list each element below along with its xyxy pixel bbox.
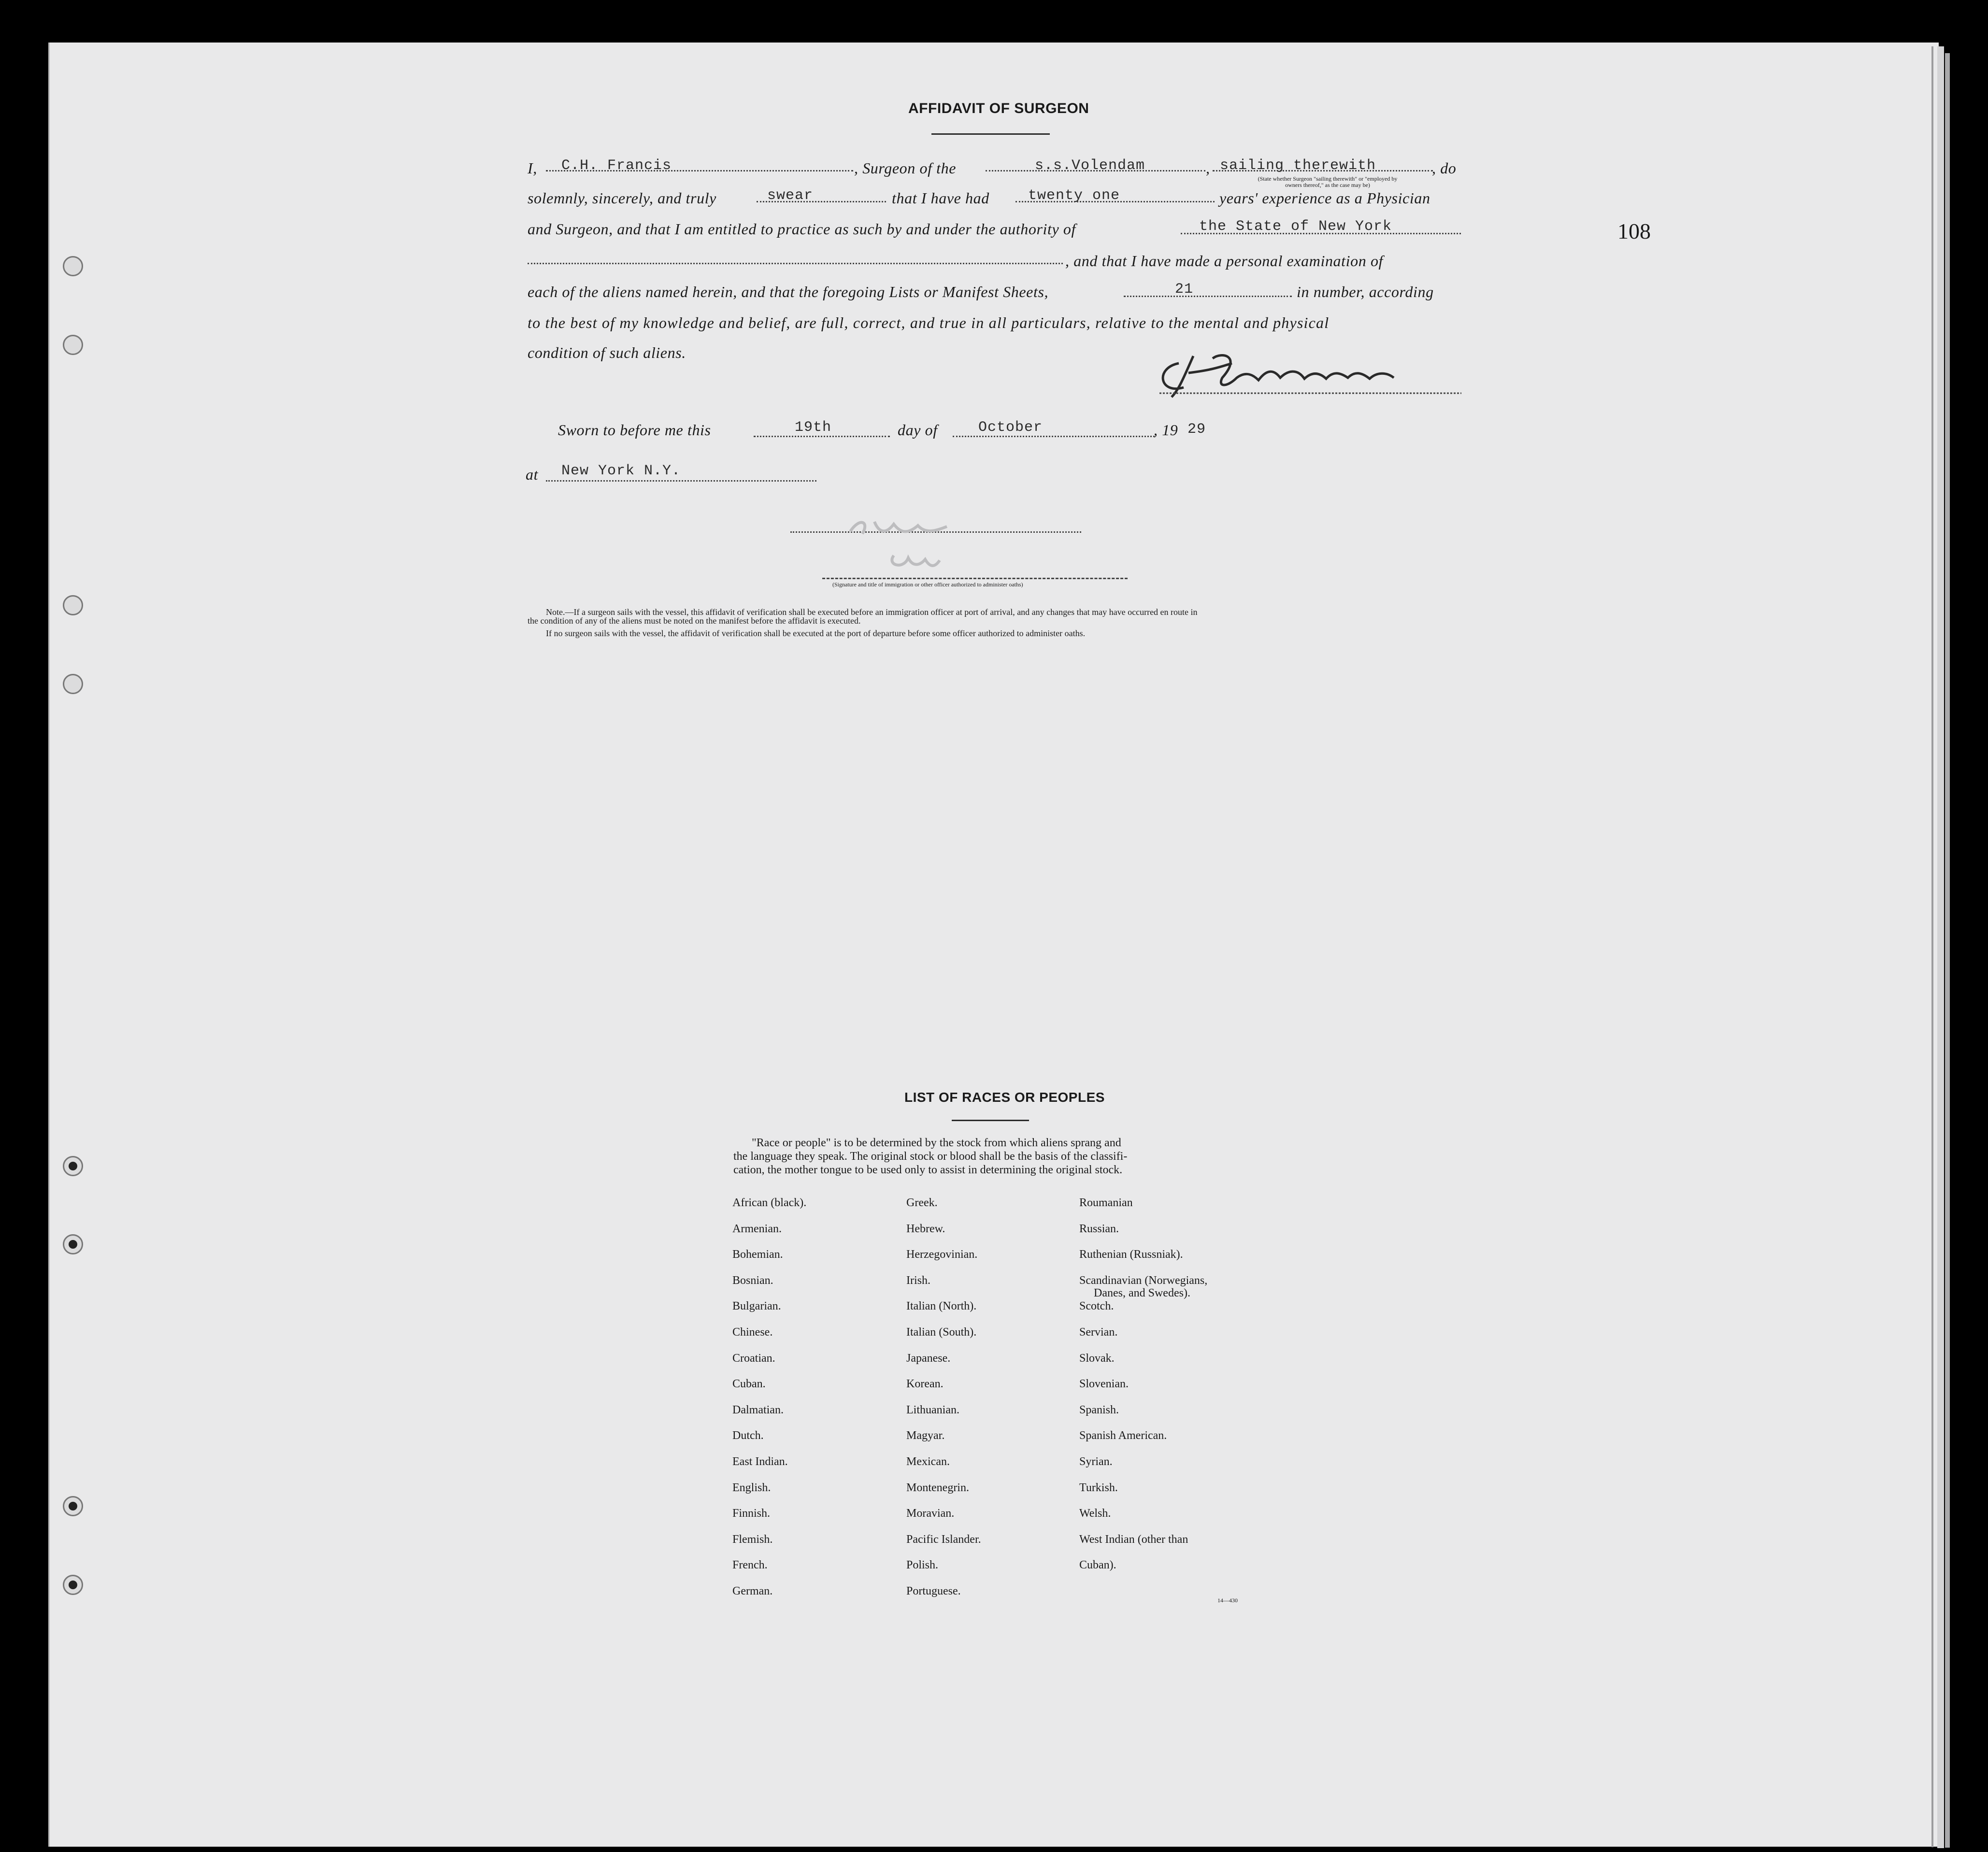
race-item: Korean.: [906, 1378, 944, 1391]
race-item: Chinese.: [732, 1326, 773, 1339]
race-item: Servian.: [1079, 1326, 1118, 1339]
form-number: 14—430: [1217, 1597, 1238, 1604]
fill-line: [754, 436, 890, 437]
faded-officer-signature: [841, 507, 966, 580]
race-item: West Indian (other than: [1079, 1533, 1188, 1546]
race-item: Danes, and Swedes).: [1094, 1286, 1190, 1299]
race-item: French.: [732, 1559, 768, 1572]
years-field: twenty one: [1028, 187, 1120, 204]
affidavit-text: I,: [528, 159, 537, 177]
affidavit-text: at: [526, 466, 539, 483]
race-item: Pacific Islander.: [906, 1533, 981, 1546]
race-item: Hebrew.: [906, 1222, 945, 1235]
vessel-name-field: s.s.Volendam: [1035, 157, 1145, 174]
race-item: Roumanian: [1079, 1197, 1133, 1209]
race-item: Magyar.: [906, 1429, 945, 1442]
affidavit-text: condition of such aliens.: [528, 344, 686, 361]
race-item: Spanish American.: [1079, 1429, 1167, 1442]
fill-line: [1213, 170, 1433, 171]
surgeon-name-field: C.H. Francis: [561, 157, 672, 174]
binder-hole: [63, 1575, 83, 1595]
officer-caption: (Signature and title of immigration or other officer authorized to administer oaths): [832, 581, 1023, 588]
sheets-count-field: 21: [1175, 281, 1194, 298]
affidavit-text: day of: [898, 421, 938, 439]
fill-line: [1124, 296, 1292, 297]
races-intro-line: the language they speak. The original stock or blood shall be the basis of the classifi-: [733, 1150, 1128, 1163]
race-item: Montenegrin.: [906, 1481, 969, 1494]
race-item: Slovenian.: [1079, 1378, 1129, 1391]
sworn-month-field: October: [978, 419, 1043, 436]
page-edge-shadow: [1945, 53, 1950, 1848]
race-item: English.: [732, 1481, 771, 1494]
race-item: Bulgarian.: [732, 1300, 781, 1313]
race-item: Croatian.: [732, 1352, 775, 1365]
race-item: Italian (North).: [906, 1300, 977, 1313]
affidavit-text: Sworn to before me this: [558, 421, 711, 439]
note-line: the condition of any of the aliens must be noted on the manifest before the affidavit is executed.: [528, 616, 861, 626]
race-item: Russian.: [1079, 1222, 1119, 1235]
binder-hole: [63, 1156, 83, 1176]
fill-line: [986, 170, 1205, 171]
affidavit-text: each of the aliens named herein, and that the foregoing Lists or Manifest Sheets,: [528, 283, 1049, 300]
race-item: Ruthenian (Russniak).: [1079, 1248, 1183, 1261]
binder-hole: [63, 674, 83, 694]
title-rule: [931, 133, 1050, 135]
affidavit-text: in number, according: [1297, 283, 1434, 300]
officer-line: [822, 578, 1128, 579]
capacity-note: (State whether Surgeon "sailing therewith" or "employed by owners thereof," as the case may be): [1258, 175, 1398, 188]
capacity-field: sailing therewith: [1220, 157, 1376, 174]
note-line: If no surgeon sails with the vessel, the affidavit of verification shall be executed at the port of departure before some officer authorized to administer oaths.: [546, 628, 1086, 638]
affidavit-title: AFFIDAVIT OF SURGEON: [908, 100, 1089, 116]
races-title: LIST OF RACES OR PEOPLES: [904, 1090, 1105, 1105]
race-item: Spanish.: [1079, 1403, 1119, 1416]
race-item: Moravian.: [906, 1507, 955, 1520]
binder-hole: [63, 595, 83, 615]
race-item: Japanese.: [906, 1352, 951, 1365]
race-item: Bosnian.: [732, 1274, 773, 1287]
fill-line: [546, 480, 816, 482]
authority-field: the State of New York: [1199, 218, 1392, 235]
binder-hole: [63, 256, 83, 276]
race-item: Dutch.: [732, 1429, 764, 1442]
fill-line: [1015, 201, 1215, 202]
race-item: Scandinavian (Norwegians,: [1079, 1274, 1208, 1287]
race-item: Cuban.: [732, 1378, 766, 1391]
race-item: Flemish.: [732, 1533, 773, 1546]
race-item: Herzegovinian.: [906, 1248, 978, 1261]
race-item: German.: [732, 1585, 773, 1597]
race-item: Syrian.: [1079, 1455, 1113, 1468]
page-number: 108: [1617, 219, 1651, 243]
race-item: Mexican.: [906, 1455, 950, 1468]
affidavit-text: ,: [1206, 159, 1210, 177]
race-item: Slovak.: [1079, 1352, 1115, 1365]
races-intro-line: "Race or people" is to be determined by the stock from which aliens sprang and: [752, 1137, 1121, 1149]
affidavit-text: , do: [1432, 159, 1457, 177]
page-fold: [1931, 46, 1933, 1847]
fill-line: [1181, 233, 1461, 234]
binder-hole: [63, 1496, 83, 1516]
race-item: Turkish.: [1079, 1481, 1118, 1494]
affidavit-text: , Surgeon of the: [854, 159, 957, 177]
affidavit-text: to the best of my knowledge and belief, are full, correct, and true in all particulars, relative to the mental and physical: [528, 314, 1330, 331]
affidavit-text: and Surgeon, and that I am entitled to practice as such by and under the authority of: [528, 220, 1076, 238]
race-item: Lithuanian.: [906, 1403, 959, 1416]
fill-line: [757, 201, 886, 202]
race-item: African (black).: [732, 1197, 807, 1209]
race-item: Welsh.: [1079, 1507, 1111, 1520]
race-item: Irish.: [906, 1274, 930, 1287]
races-intro-line: cation, the mother tongue to be used only to assist in determining the original stock.: [733, 1164, 1123, 1176]
race-item: Italian (South).: [906, 1326, 977, 1339]
race-item: Bohemian.: [732, 1248, 783, 1261]
affidavit-text: years' experience as a Physician: [1219, 189, 1430, 207]
title-rule: [952, 1120, 1029, 1121]
race-item: Dalmatian.: [732, 1403, 784, 1416]
binder-hole: [63, 1234, 83, 1254]
affidavit-text: , 19: [1154, 421, 1178, 439]
race-item: Armenian.: [732, 1222, 782, 1235]
oath-field: swear: [767, 187, 814, 204]
race-item: Portuguese.: [906, 1585, 961, 1597]
binder-hole: [63, 335, 83, 355]
affidavit-text: that I have had: [892, 189, 989, 207]
place-field: New York N.Y.: [561, 463, 681, 479]
surgeon-signature: [1150, 349, 1464, 402]
race-item: Finnish.: [732, 1507, 771, 1520]
note-line: Note.—If a surgeon sails with the vessel, this affidavit of verification shall be executed before an immigration officer at port of arrival, and any changes that may have occurred en route in: [546, 607, 1198, 617]
race-item: East Indian.: [732, 1455, 788, 1468]
race-item: Polish.: [906, 1559, 939, 1572]
manifest-page: [48, 43, 1939, 1847]
race-item: Greek.: [906, 1197, 938, 1209]
race-item: Cuban).: [1079, 1559, 1116, 1572]
fill-line: [546, 170, 853, 171]
page-edge: [1937, 46, 1944, 1848]
fill-line: [953, 436, 1155, 437]
fill-line: [528, 263, 1063, 264]
affidavit-text: solemnly, sincerely, and truly: [528, 189, 716, 207]
affidavit-text: , and that I have made a personal examination of: [1065, 252, 1384, 270]
race-item: Scotch.: [1079, 1300, 1114, 1313]
sworn-day-field: 19th: [795, 419, 832, 436]
sworn-year-field: 29: [1187, 421, 1206, 438]
